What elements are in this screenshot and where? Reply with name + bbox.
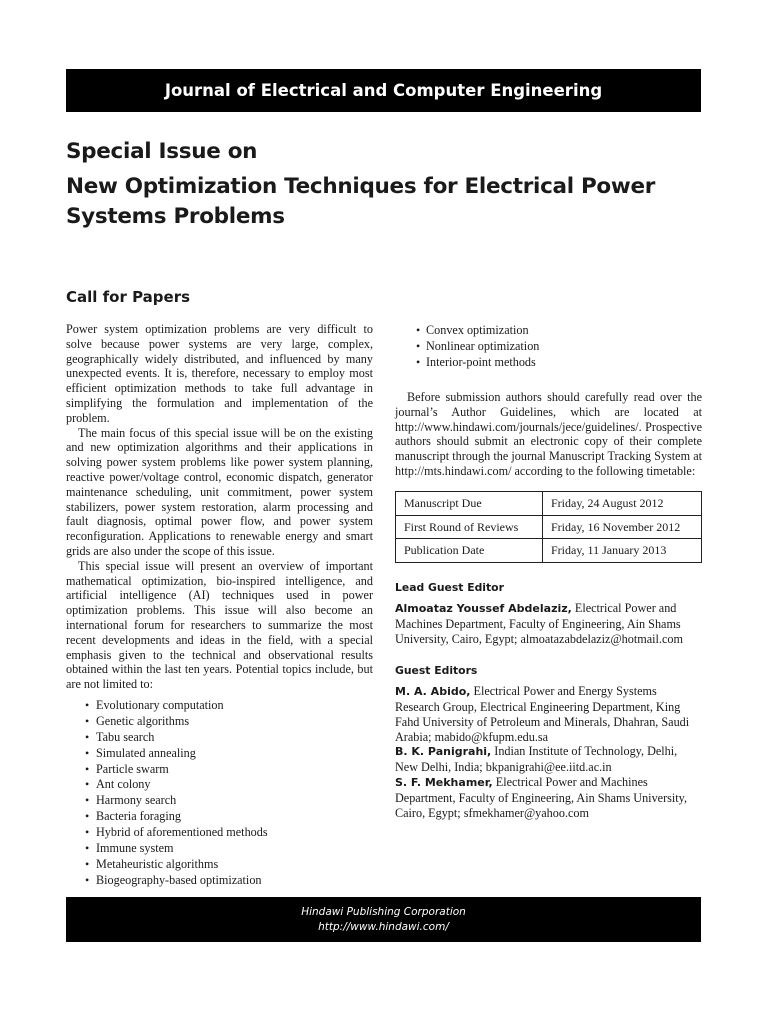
timetable-label: Manuscript Due — [396, 491, 543, 515]
page-title — [66, 137, 706, 232]
list-item: • Immune system — [66, 841, 373, 857]
list-item: • Hybrid of aforementioned methods — [66, 825, 373, 841]
list-item: • Tabu search — [66, 730, 373, 746]
editor-name: S. F. Mekhamer, — [395, 775, 493, 789]
list-item: • Biogeography-based optimization — [66, 873, 373, 889]
editor-name: Almoataz Youssef Abdelaziz, — [395, 601, 572, 615]
list-item: • Evolutionary computation — [66, 698, 373, 714]
timetable-label: Publication Date — [396, 539, 543, 563]
guest-editor — [395, 775, 702, 820]
guest-editors-heading: Guest Editors — [395, 664, 478, 678]
topics-list-left — [66, 698, 373, 889]
editor-details: Electrical Power and Energy Systems Research Group, Electrical Engineering Department, King Fahd University of Petroleum and Minerals, Dhahran, Saudi Arabia; mabido@kfupm.edu.sa — [395, 684, 690, 744]
publisher-name: Hindawi Publishing Corporation — [301, 906, 466, 918]
list-item: • Nonlinear optimization — [395, 338, 702, 354]
timetable-date: Friday, 24 August 2012 — [543, 491, 702, 515]
timetable-date: Friday, 11 January 2013 — [543, 539, 702, 563]
list-item: • Metaheuristic algorithms — [66, 857, 373, 873]
editor-details: Indian Institute of Technology, Delhi, New Delhi, India; bkpanigrahi@ee.iitd.ac.in — [395, 744, 678, 775]
publisher-footer — [66, 897, 701, 942]
journal-name: Journal of Electrical and Computer Engineering — [164, 81, 603, 100]
timetable-date: Friday, 16 November 2012 — [543, 515, 702, 539]
timetable — [395, 491, 702, 563]
paragraph-intro: Power system optimization problems are very difficult to solve because power systems are very large, complex, geographically widely distributed, and influenced by many unexpected events. It is, therefore, necessary to employ most efficient optimization methods to take full advantage in simplifying the formulation and implementation of the problem. — [66, 322, 373, 425]
timetable-label: First Round of Reviews — [396, 515, 543, 539]
paragraph-overview: This special issue will present an overview of important mathematical optimization, bio-inspired intelligence, and artificial intelligence (AI) techniques used in power optimization problems. This issue will also become an international forum for researchers to summarize the most recent developments and ideas in the field, with a special emphasis given to the technical and observational results obtained within the last ten years. Potential topics include, but are not limited to: — [66, 558, 373, 692]
title-line-2: New Optimization Techniques for Electrical Power — [66, 174, 656, 199]
submission-paragraph: Before submission authors should carefully read over the journal’s Author Guidelines, which are located at http://www.hindawi.com/journals/jece/guidelines/. Prospective authors should submit an electronic copy of their complete manuscript through the journal Manuscript Tracking System at http://mts.hindawi.com/ according to the following timetable: — [395, 390, 702, 478]
right-column — [395, 322, 702, 820]
list-item: • Convex optimization — [395, 322, 702, 338]
title-line-1: Special Issue on — [66, 139, 258, 164]
paragraph-focus: The main focus of this special issue will be on the existing and new optimization algorithms and their applications in solving power system problems like power system planning, reactive power/voltage control, economic dispatch, generator maintenance scheduling, unit commitment, power system stabilizers, power system restoration, alarm processing and fault diagnosis, optimal power flow, and power system reconfiguration. Applications to renewable energy and smart grids are also under the scope of this issue. — [66, 425, 373, 558]
editor-details: Electrical Power and Machines Department, Faculty of Engineering, Ain Shams University, Cairo, Egypt; almoatazabdelaziz@hotmail.com — [395, 600, 683, 646]
title-line-3: Systems Problems — [66, 204, 285, 229]
guest-editor — [395, 684, 702, 744]
editor-details: Electrical Power and Machines Department, Faculty of Engineering, Ain Shams University, Cairo, Egypt; sfmekhamer@yahoo.com — [395, 774, 687, 820]
list-item: • Ant colony — [66, 777, 373, 793]
list-item: • Genetic algorithms — [66, 714, 373, 730]
table-row — [396, 515, 702, 539]
topics-list-right — [395, 322, 702, 370]
list-item: • Interior-point methods — [395, 354, 702, 370]
publisher-url[interactable]: http://www.hindawi.com/ — [318, 921, 449, 933]
list-item: • Harmony search — [66, 793, 373, 809]
left-column — [66, 322, 373, 889]
list-item: • Bacteria foraging — [66, 809, 373, 825]
lead-editor — [395, 601, 702, 646]
lead-editor-heading: Lead Guest Editor — [395, 581, 504, 595]
guest-editor — [395, 744, 702, 775]
call-for-papers-heading: Call for Papers — [66, 288, 191, 306]
list-item: • Simulated annealing — [66, 746, 373, 762]
editor-name: B. K. Panigrahi, — [395, 745, 492, 759]
table-row — [396, 539, 702, 563]
journal-banner — [66, 69, 701, 112]
editor-name: M. A. Abido, — [395, 685, 471, 699]
table-row — [396, 491, 702, 515]
list-item: • Particle swarm — [66, 762, 373, 778]
